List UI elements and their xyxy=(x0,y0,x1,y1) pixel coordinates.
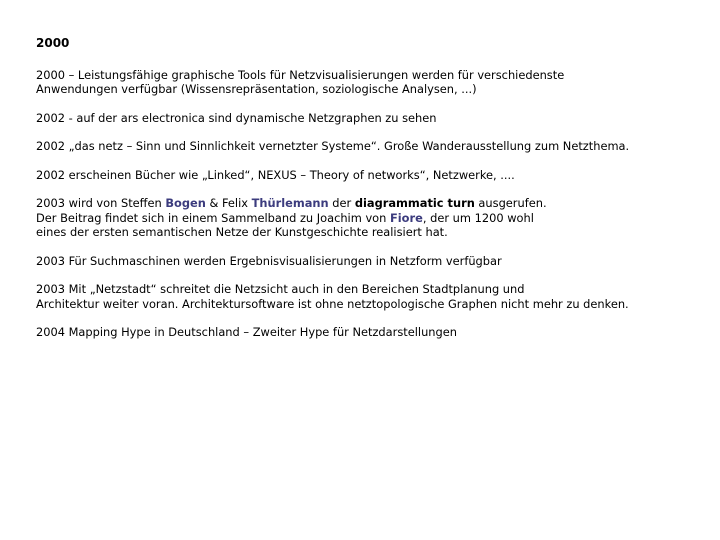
entry-2004-mapping-hype: 2004 Mapping Hype in Deutschland – Zweiter Hype für Netzdarstellungen xyxy=(36,325,457,339)
entry-2002-books: 2002 erscheinen Bücher wie „Linked“, NEXUS – Theory of networks“, Netzwerke, .... xyxy=(36,167,515,182)
entry-2000-line-1: 2000 – Leistungsfähige graphische Tools für Netzvisualisierungen werden für verschiedenste xyxy=(36,67,565,82)
text-segment: ausgerufen. xyxy=(474,196,547,210)
name-thuerlemann: Thürlemann xyxy=(251,196,329,210)
term-diagrammatic-turn: diagrammatic turn xyxy=(354,196,475,210)
text-segment: der xyxy=(328,196,355,210)
entry-2002-ars-electronica: 2002 - auf der ars electronica sind dynamische Netzgraphen zu sehen xyxy=(36,110,437,125)
text-segment: 2003 wird von Steffen xyxy=(36,196,166,210)
slide-content xyxy=(36,36,696,354)
entry-2003-search-engines: 2003 Für Suchmaschinen werden Ergebnisvisualisierungen in Netzform verfügbar xyxy=(36,253,502,268)
entry-2000-line-2: Anwendungen verfügbar (Wissensrepräsentation, soziologische Analysen, ...) xyxy=(36,82,477,96)
name-bogen: Bogen xyxy=(165,196,206,210)
entry-2003-line-2 xyxy=(36,211,696,226)
text-segment: Der Beitrag findet sich in einem Sammelband zu Joachim von xyxy=(36,210,390,225)
text-segment: & Felix xyxy=(205,196,252,210)
text-segment: , der um 1200 wohl xyxy=(422,210,534,225)
slide-heading: 2000 xyxy=(36,36,70,50)
entry-2003-line-3: eines der ersten semantischen Netze der Kunstgeschichte realisiert hat. xyxy=(36,225,448,239)
entry-2003-diagrammatic-turn xyxy=(36,196,696,240)
entry-2003-line-1 xyxy=(36,196,696,211)
entry-2003-netzstadt-line-1: 2003 Mit „Netzstadt“ schreitet die Netzsicht auch in den Bereichen Stadtplanung und xyxy=(36,282,525,296)
entry-2003-netzstadt-line-2: Architektur weiter voran. Architektursoftware ist ohne netztopologische Graphen nicht mehr zu denken. xyxy=(36,296,629,311)
entry-2000-tools xyxy=(36,68,696,97)
entry-2002-das-netz: 2002 „das netz – Sinn und Sinnlichkeit vernetzter Systeme“. Große Wanderausstellung zum Netzthema. xyxy=(36,139,630,153)
name-fiore: Fiore xyxy=(390,210,423,225)
entry-2003-netzstadt xyxy=(36,282,696,311)
